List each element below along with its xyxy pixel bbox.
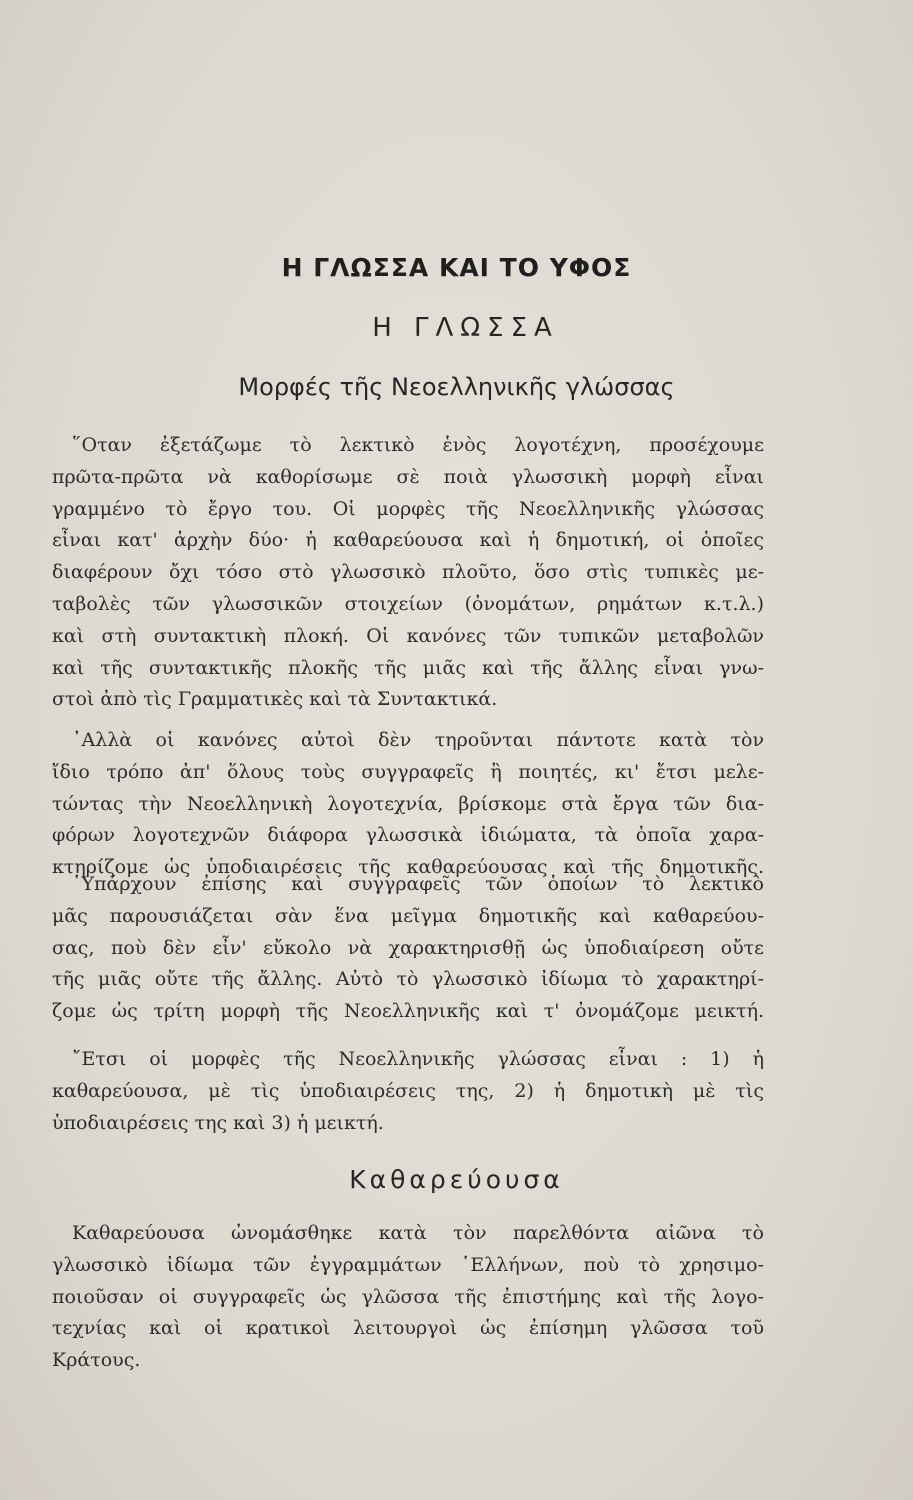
text-line: διαφέρουν ὄχι τόσο στὸ γλωσσικὸ πλοῦτο, ὅσο στὶς τυπικὲς με- (52, 561, 764, 584)
text-line: ᾿Αλλὰ οἱ κανόνες αὐτοὶ δὲν τηροῦνται πάντοτε κατὰ τὸν (72, 729, 764, 751)
text-line: Καθαρεύουσα ὠνομάσθηκε κατὰ τὸν παρελθόντα αἰῶνα τὸ (72, 1222, 764, 1244)
chapter-subtitle: Η ΓΛΩΣΣΑ (372, 313, 559, 343)
paragraph-forms-intro (52, 430, 764, 716)
text-line: ῞Οταν ἐξετάζωμε τὸ λεκτικὸ ἑνὸς λογοτέχνη, προσέχουμε (72, 434, 764, 456)
text-line: τώντας τὴν Νεοελληνικὴ λογοτεχνία, βρίσκομε στὰ ἔργα τῶν δια- (52, 792, 764, 815)
text-line: φόρων λογοτεχνῶν διάφορα γλωσσικὰ ἰδιώματα, τὰ ὁποῖα χαρα- (52, 824, 764, 847)
text-line: καὶ στὴ συντακτικὴ πλοκή. Οἱ κανόνες τῶν τυπικῶν μεταβολῶν (52, 624, 764, 647)
text-line: ποιοῦσαν οἱ συγγραφεῖς ὡς γλῶσσα τῆς ἐπιστήμης καὶ τῆς λογο- (52, 1285, 764, 1308)
text-line: στοὶ ἀπὸ τὶς Γραμματικὲς καὶ τὰ Συντακτικά. (52, 688, 498, 711)
text-line: ταβολὲς τῶν γλωσσικῶν στοιχείων (ὀνομάτων, ρημάτων κ.τ.λ.) (52, 592, 764, 615)
text-line: καθαρεύουσα, μὲ τὶς ὑποδιαιρέσεις της, 2) ἡ δημοτικὴ μὲ τὶς (52, 1079, 764, 1102)
text-line: τεχνίας καὶ οἱ κρατικοὶ λειτουργοὶ ὡς ἐπίσημη γλῶσσα τοῦ (52, 1317, 764, 1340)
text-line: εἶναι κατ' ἀρχὴν δύο· ἡ καθαρεύουσα καὶ ἡ δημοτική, οἱ ὁποῖες (52, 529, 764, 552)
text-line: Κράτους. (52, 1349, 141, 1372)
text-line: ῾Υπάρχουν ἐπίσης καὶ συγγραφεῖς τῶν ὁποίων τὸ λεκτικὸ (72, 873, 764, 895)
text-line: μᾶς παρουσιάζεται σὰν ἕνα μεῖγμα δημοτικῆς καὶ καθαρεύου- (52, 904, 764, 927)
text-line: πρῶτα-πρῶτα νὰ καθορίσωμε σὲ ποιὰ γλωσσικὴ μορφὴ εἶναι (52, 465, 764, 488)
paragraph-rules (52, 725, 764, 884)
section-heading-katharevousa: Καθαρεύουσα (349, 1165, 564, 1194)
text-line: σας, ποὺ δὲν εἶν' εὔκολο νὰ χαρακτηρισθῇ ὡς ὑποδιαίρεση οὔτε (52, 936, 764, 959)
text-line: γραμμένο τὸ ἔργο του. Οἱ μορφὲς τῆς Νεοελληνικῆς γλώσσας (52, 497, 764, 520)
text-line: καὶ τῆς συντακτικῆς πλοκῆς τῆς μιᾶς καὶ τῆς ἄλλης εἶναι γνω- (52, 656, 764, 679)
chapter-title: Η ΓΛΩΣΣΑ ΚΑΙ ΤΟ ΥΦΟΣ (281, 253, 632, 282)
text-line: κτηρίζομε ὡς ὑποδιαιρέσεις τῆς καθαρεύουσας καὶ τῆς δημοτικῆς. (52, 856, 764, 879)
text-line: ῎Ετσι οἱ μορφὲς τῆς Νεοελληνικῆς γλώσσας εἶναι : 1) ἡ (72, 1048, 764, 1070)
text-line: ζομε ὡς τρίτη μορφὴ τῆς Νεοελληνικῆς καὶ τ' ὀνομάζομε μεικτή. (52, 1000, 764, 1023)
paragraph-katharevousa (52, 1218, 764, 1377)
text-line: ἴδιο τρόπο ἀπ' ὅλους τοὺς συγγραφεῖς ἢ ποιητές, κι' ἔτσι μελε- (52, 760, 764, 783)
text-line: γλωσσικὸ ἰδίωμα τῶν ἐγγραμμάτων ῾Ελλήνων, ποὺ τὸ χρησιμο- (52, 1253, 764, 1276)
text-line: ὑποδιαιρέσεις της καὶ 3) ἡ μεικτή. (52, 1111, 384, 1134)
paragraph-summary (52, 1044, 764, 1139)
section-heading-forms: Μορφές τῆς Νεοελληνικῆς γλώσσας (238, 373, 675, 401)
text-line: τῆς μιᾶς οὔτε τῆς ἄλλης. Αὐτὸ τὸ γλωσσικὸ ἰδίωμα τὸ χαρακτηρί- (52, 968, 764, 991)
paragraph-mixed (52, 869, 764, 1028)
